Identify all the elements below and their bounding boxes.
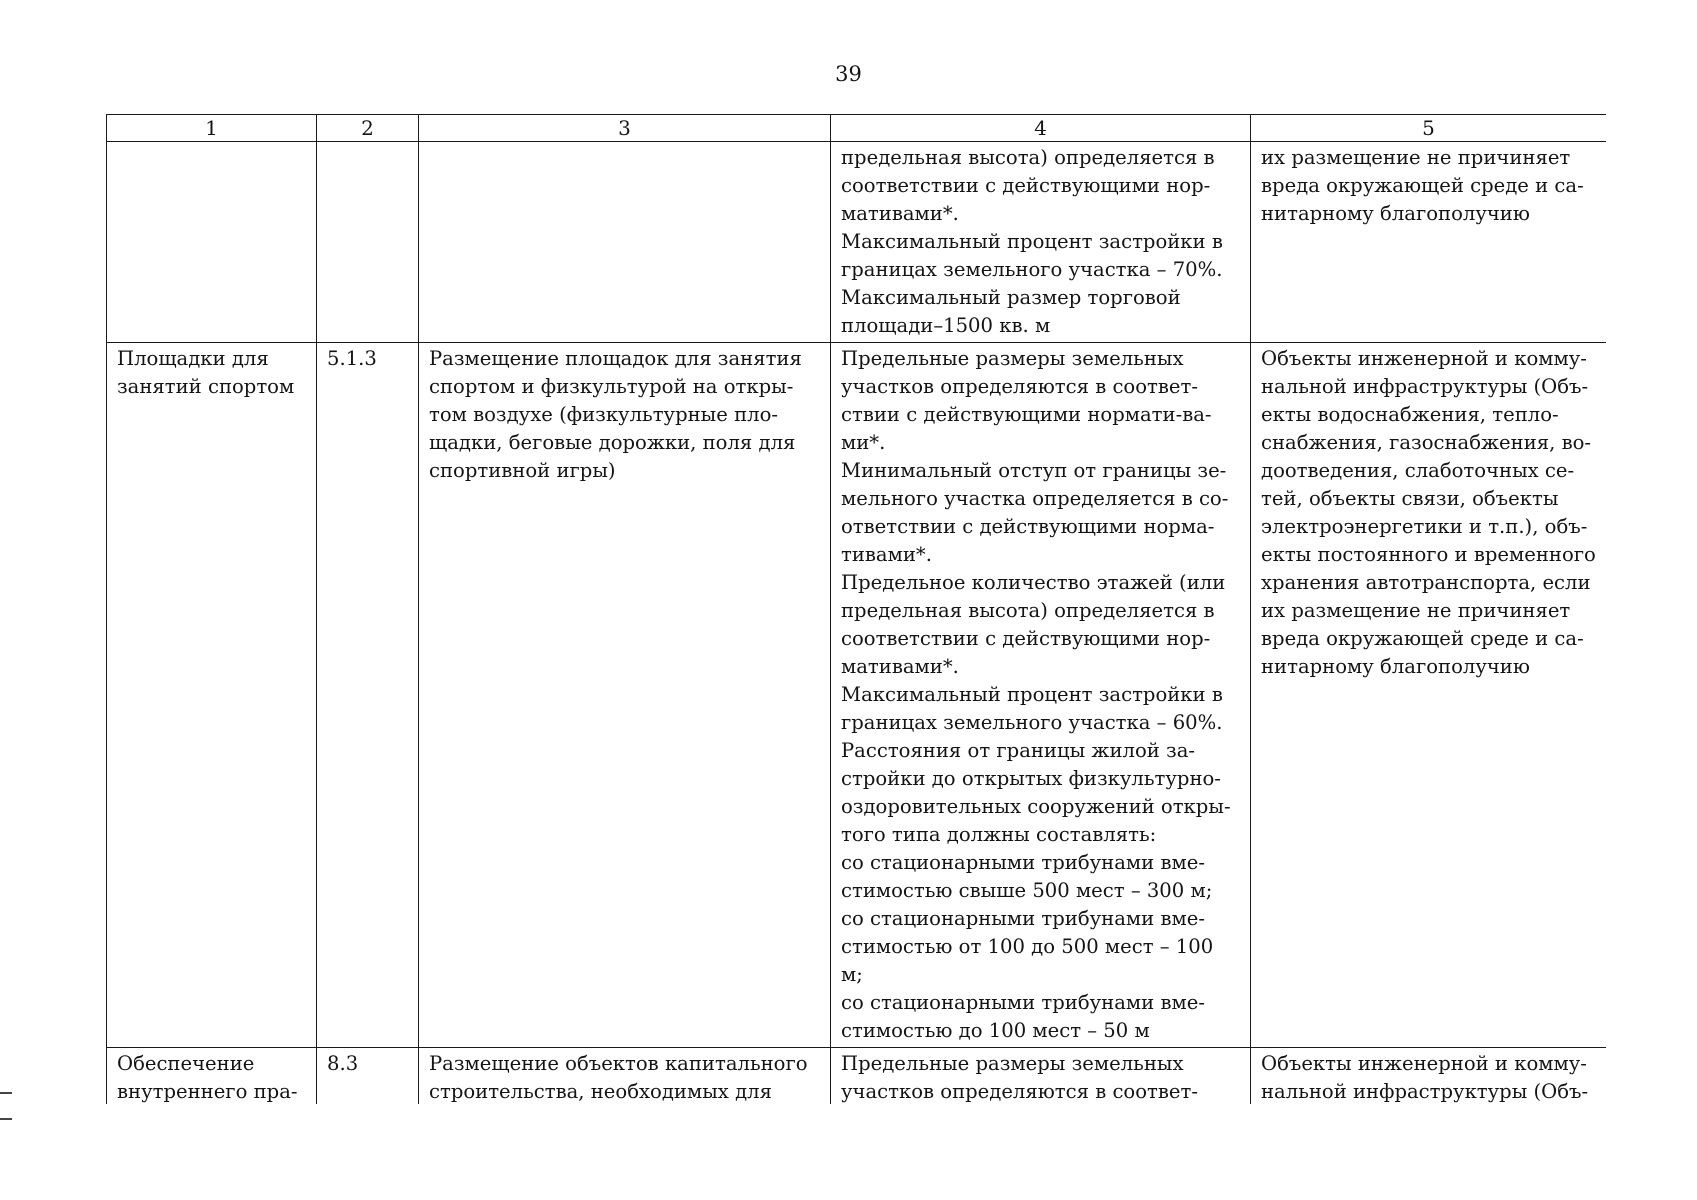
cell-use-code: 8.3 xyxy=(317,1048,419,1105)
scan-edge-mark xyxy=(0,1092,12,1094)
zoning-table xyxy=(106,114,1606,1104)
cell-use-name: Площадки для занятий спортом xyxy=(107,343,317,1048)
column-header-5: 5 xyxy=(1251,115,1607,142)
table-row xyxy=(107,343,1607,1048)
table-row xyxy=(107,142,1607,343)
column-header-3: 3 xyxy=(419,115,831,142)
column-header-2: 2 xyxy=(317,115,419,142)
cell-use-description: Размещение площадок для занятия спортом и физкультурой на откры- том воздухе (физкультурные пло- щадки, беговые дорожки, поля для спортивной игры) xyxy=(419,343,831,1048)
cell-auxiliary-uses: Объекты инженерной и комму- нальной инфраструктуры (Объ- xyxy=(1251,1048,1607,1105)
cell-use-name: Обеспечение внутреннего пра- xyxy=(107,1048,317,1105)
cell-auxiliary-uses: их размещение не причиняет вреда окружающей среде и са- нитарному благополучию xyxy=(1251,142,1607,343)
cell-auxiliary-uses: Объекты инженерной и комму- нальной инфраструктуры (Объ- екты водоснабжения, тепло- снабжения, газоснабжения, во- доотведения, слаботочных се- тей, объекты связи, объекты электроэнергетики и т.п.), объ- екты постоянного и временного хранения автотранспорта, если их размещение не причиняет вреда окружающей среде и са- нитарному благополучию xyxy=(1251,343,1607,1048)
cell-use-description xyxy=(419,142,831,343)
column-header-4: 4 xyxy=(831,115,1251,142)
cell-use-description: Размещение объектов капитального строительства, необходимых для xyxy=(419,1048,831,1105)
cell-parameters: предельная высота) определяется в соответствии с действующими нор- мативами*. Максимальный процент застройки в границах земельного участка – 70%. Максимальный размер торговой площади–1500 кв. м xyxy=(831,142,1251,343)
page-number: 39 xyxy=(835,62,862,86)
cell-parameters: Предельные размеры земельных участков определяются в соответ- xyxy=(831,1048,1251,1105)
cell-use-code: 5.1.3 xyxy=(317,343,419,1048)
cell-use-code xyxy=(317,142,419,343)
cell-use-name xyxy=(107,142,317,343)
column-header-1: 1 xyxy=(107,115,317,142)
table-row xyxy=(107,1048,1607,1105)
table-header-row xyxy=(107,115,1607,142)
cell-parameters: Предельные размеры земельных участков определяются в соответ- ствии с действующими нормати-ва- ми*. Минимальный отступ от границы зе- мельного участка определяется в со- ответствии с действующими норма- тивами*. Предельное количество этажей (или предельная высота) определяется в соответствии с действующими нор- мативами*. Максимальный процент застройки в границах земельного участка – 60%. Расстояния от границы жилой за- стройки до открытых физкультурно- оздоровительных сооружений откры- того типа должны составлять: со стационарными трибунами вме- стимостью свыше 500 мест – 300 м; со стационарными трибунами вме- стимостью от 100 до 500 мест – 100 м; со стационарными трибунами вме- стимостью до 100 мест – 50 м xyxy=(831,343,1251,1048)
scan-edge-mark xyxy=(0,1118,12,1120)
zoning-table-wrapper xyxy=(106,114,1606,1104)
